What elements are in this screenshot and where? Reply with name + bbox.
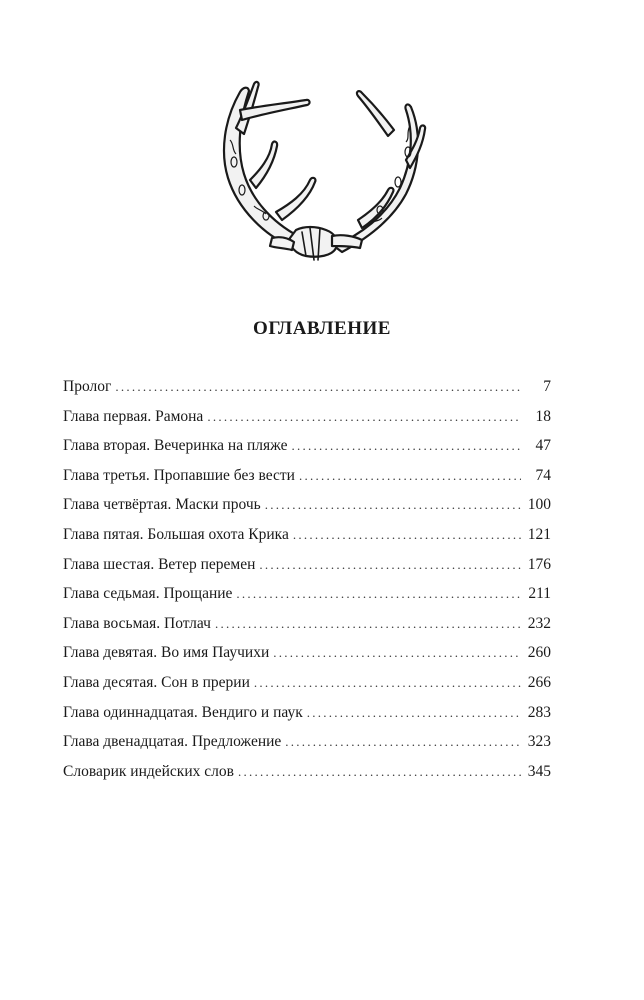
toc-leader-dots (265, 490, 521, 520)
toc-entry-page: 323 (527, 733, 551, 751)
toc-entry[interactable] (63, 757, 551, 787)
toc-leader-dots (207, 402, 521, 432)
toc-entry[interactable] (63, 461, 551, 491)
toc-leader-dots (285, 727, 521, 757)
toc-entry-page: 266 (527, 673, 551, 691)
toc-entry[interactable] (63, 490, 551, 520)
toc-leader-dots (215, 609, 521, 639)
toc-entry[interactable] (63, 727, 551, 757)
antlers-illustration (210, 70, 434, 275)
toc-entry-title: Словарик индейских слов (63, 762, 234, 780)
toc-entry-title: Глава одиннадцатая. Вендиго и паук (63, 703, 303, 721)
toc-leader-dots (254, 668, 521, 698)
toc-entry-page: 74 (535, 466, 551, 484)
toc-leader-dots (299, 461, 521, 491)
toc-entry-title: Глава двенадцатая. Предложение (63, 733, 282, 751)
toc-entry-page: 100 (527, 496, 551, 514)
page-title: ОГЛАВЛЕНИЕ (253, 318, 391, 339)
toc-entry[interactable] (63, 638, 551, 668)
toc-entry-title: Пролог (63, 378, 112, 395)
toc-leader-dots (259, 550, 521, 580)
toc-entry-page: 345 (527, 762, 551, 780)
toc-entry-page: 18 (535, 407, 551, 425)
toc-entry-title: Глава первая. Рамона (63, 407, 204, 425)
toc-leader-dots (236, 579, 521, 609)
toc-entry[interactable] (63, 550, 551, 580)
toc-entry[interactable] (63, 698, 551, 728)
toc-entry-page: 176 (527, 555, 551, 573)
toc-entry-title: Глава восьмая. Потлач (63, 614, 211, 632)
toc-entry-page: 47 (535, 437, 551, 455)
toc-entry[interactable] (63, 520, 551, 550)
toc-entry-page: 232 (527, 614, 551, 632)
toc-entry[interactable] (63, 609, 551, 639)
toc-leader-dots (292, 431, 521, 461)
toc-entry[interactable] (63, 372, 551, 402)
toc-entry-title: Глава третья. Пропавшие без вести (63, 466, 295, 484)
toc-leader-dots (293, 520, 521, 550)
toc-entry-title: Глава шестая. Ветер перемен (63, 555, 256, 573)
toc-entry[interactable] (63, 402, 551, 432)
toc-entry-page: 7 (543, 378, 551, 395)
table-of-contents (63, 372, 551, 786)
toc-leader-dots (238, 757, 521, 787)
toc-entry-title: Глава девятая. Во имя Паучихи (63, 644, 270, 662)
toc-entry-page: 121 (527, 525, 551, 543)
toc-entry-title: Глава десятая. Сон в прерии (63, 673, 250, 691)
toc-entry-title: Глава вторая. Вечеринка на пляже (63, 437, 288, 455)
toc-leader-dots (273, 638, 521, 668)
toc-entry-title: Глава пятая. Большая охота Крика (63, 525, 289, 543)
toc-entry[interactable] (63, 431, 551, 461)
toc-entry[interactable] (63, 579, 551, 609)
toc-entry-title: Глава седьмая. Прощание (63, 585, 233, 603)
toc-entry-page: 211 (528, 585, 551, 603)
toc-entry-page: 283 (527, 703, 551, 721)
toc-leader-dots (115, 372, 521, 402)
toc-entry-title: Глава четвёртая. Маски прочь (63, 496, 261, 514)
toc-entry-page: 260 (527, 644, 551, 662)
toc-leader-dots (307, 698, 521, 728)
toc-entry[interactable] (63, 668, 551, 698)
